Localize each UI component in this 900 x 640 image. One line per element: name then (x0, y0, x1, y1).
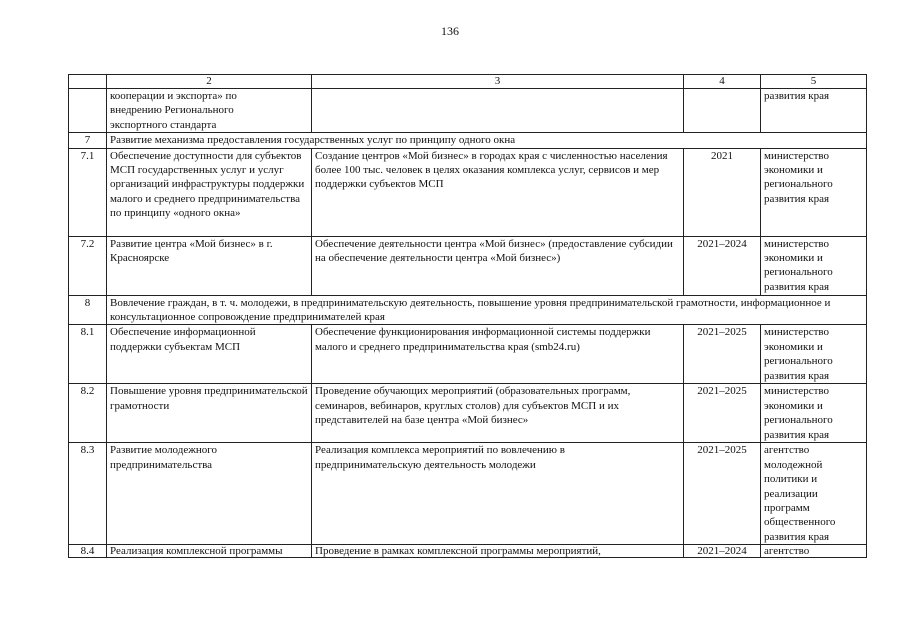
period-cell: 2021–2025 (684, 443, 761, 545)
responsible-cell: министерство экономики и регионального развития края (761, 325, 867, 384)
section-row (69, 295, 867, 325)
description-cell: Обеспечение деятельности центра «Мой бизнес» (предоставление субсидии на обеспечение деятельности центра «Мой бизнес») (312, 236, 684, 295)
measure-cell: Реализация комплексной программы (107, 545, 312, 558)
description-cell: Проведение в рамках комплексной программы мероприятий, (312, 545, 684, 558)
period-cell: 2021–2025 (684, 384, 761, 443)
continuation-responsible: развития края (761, 89, 867, 133)
measure-cell: Развитие молодежного предпринимательства (107, 443, 312, 545)
table-row (69, 325, 867, 384)
measure-cell: Обеспечение информационной поддержки субъектам МСП (107, 325, 312, 384)
period-cell: 2021–2025 (684, 325, 761, 384)
continuation-period (684, 89, 761, 133)
table-row (69, 545, 867, 558)
table-row (69, 148, 867, 236)
period-cell: 2021–2024 (684, 236, 761, 295)
responsible-cell: агентство (761, 545, 867, 558)
header-cell-2: 2 (107, 75, 312, 89)
header-cell-1 (69, 75, 107, 89)
continuation-measure: кооперации и экспорта» по внедрению Регионального экспортного стандарта (107, 89, 312, 133)
section-number: 8 (69, 295, 107, 325)
row-number: 8.3 (69, 443, 107, 545)
section-title: Развитие механизма предоставления государственных услуг по принципу одного окна (107, 133, 867, 148)
measure-cell: Развитие центра «Мой бизнес» в г. Красноярске (107, 236, 312, 295)
measure-cell: Повышение уровня предпринимательской грамотности (107, 384, 312, 443)
section-number: 7 (69, 133, 107, 148)
header-cell-3: 3 (312, 75, 684, 89)
description-cell: Реализация комплекса мероприятий по вовлечению в предпринимательскую деятельность молодежи (312, 443, 684, 545)
row-number: 8.4 (69, 545, 107, 558)
responsible-cell: министерство экономики и регионального развития края (761, 384, 867, 443)
table-row (69, 443, 867, 545)
row-number: 8.1 (69, 325, 107, 384)
section-title: Вовлечение граждан, в т. ч. молодежи, в предпринимательскую деятельность, повышение уровня предпринимательской грамотности, информационное и консультационное сопровождение предпринимателей края (107, 295, 867, 325)
responsible-cell: министерство экономики и регионального развития края (761, 236, 867, 295)
header-cell-5: 5 (761, 75, 867, 89)
row-number: 8.2 (69, 384, 107, 443)
table-row (69, 384, 867, 443)
period-cell: 2021 (684, 148, 761, 236)
continuation-num (69, 89, 107, 133)
row-number: 7.2 (69, 236, 107, 295)
section-row (69, 133, 867, 148)
row-number: 7.1 (69, 148, 107, 236)
measures-table (68, 74, 867, 558)
page-number: 136 (441, 24, 459, 38)
description-cell: Создание центров «Мой бизнес» в городах края с численностью населения более 100 тыс. человек в целях оказания комплекса услуг, сервисов и мер поддержки субъектов МСП (312, 148, 684, 236)
responsible-cell: агентство молодежной политики и реализации программ общественного развития края (761, 443, 867, 545)
responsible-cell: министерство экономики и регионального развития края (761, 148, 867, 236)
description-cell: Обеспечение функционирования информационной системы поддержки малого и среднего предпринимательства края (smb24.ru) (312, 325, 684, 384)
period-cell: 2021–2024 (684, 545, 761, 558)
continuation-description (312, 89, 684, 133)
continuation-row (69, 89, 867, 133)
table-row (69, 236, 867, 295)
description-cell: Проведение обучающих мероприятий (образовательных программ, семинаров, вебинаров, круглых столов) для субъектов МСП и их представителей на базе центра «Мой бизнес» (312, 384, 684, 443)
header-row (69, 75, 867, 89)
header-cell-4: 4 (684, 75, 761, 89)
measure-cell: Обеспечение доступности для субъектов МСП государственных услуг и услуг организаций инфраструктуры поддержки малого и среднего предпринимательства по принципу «одного окна» (107, 148, 312, 236)
